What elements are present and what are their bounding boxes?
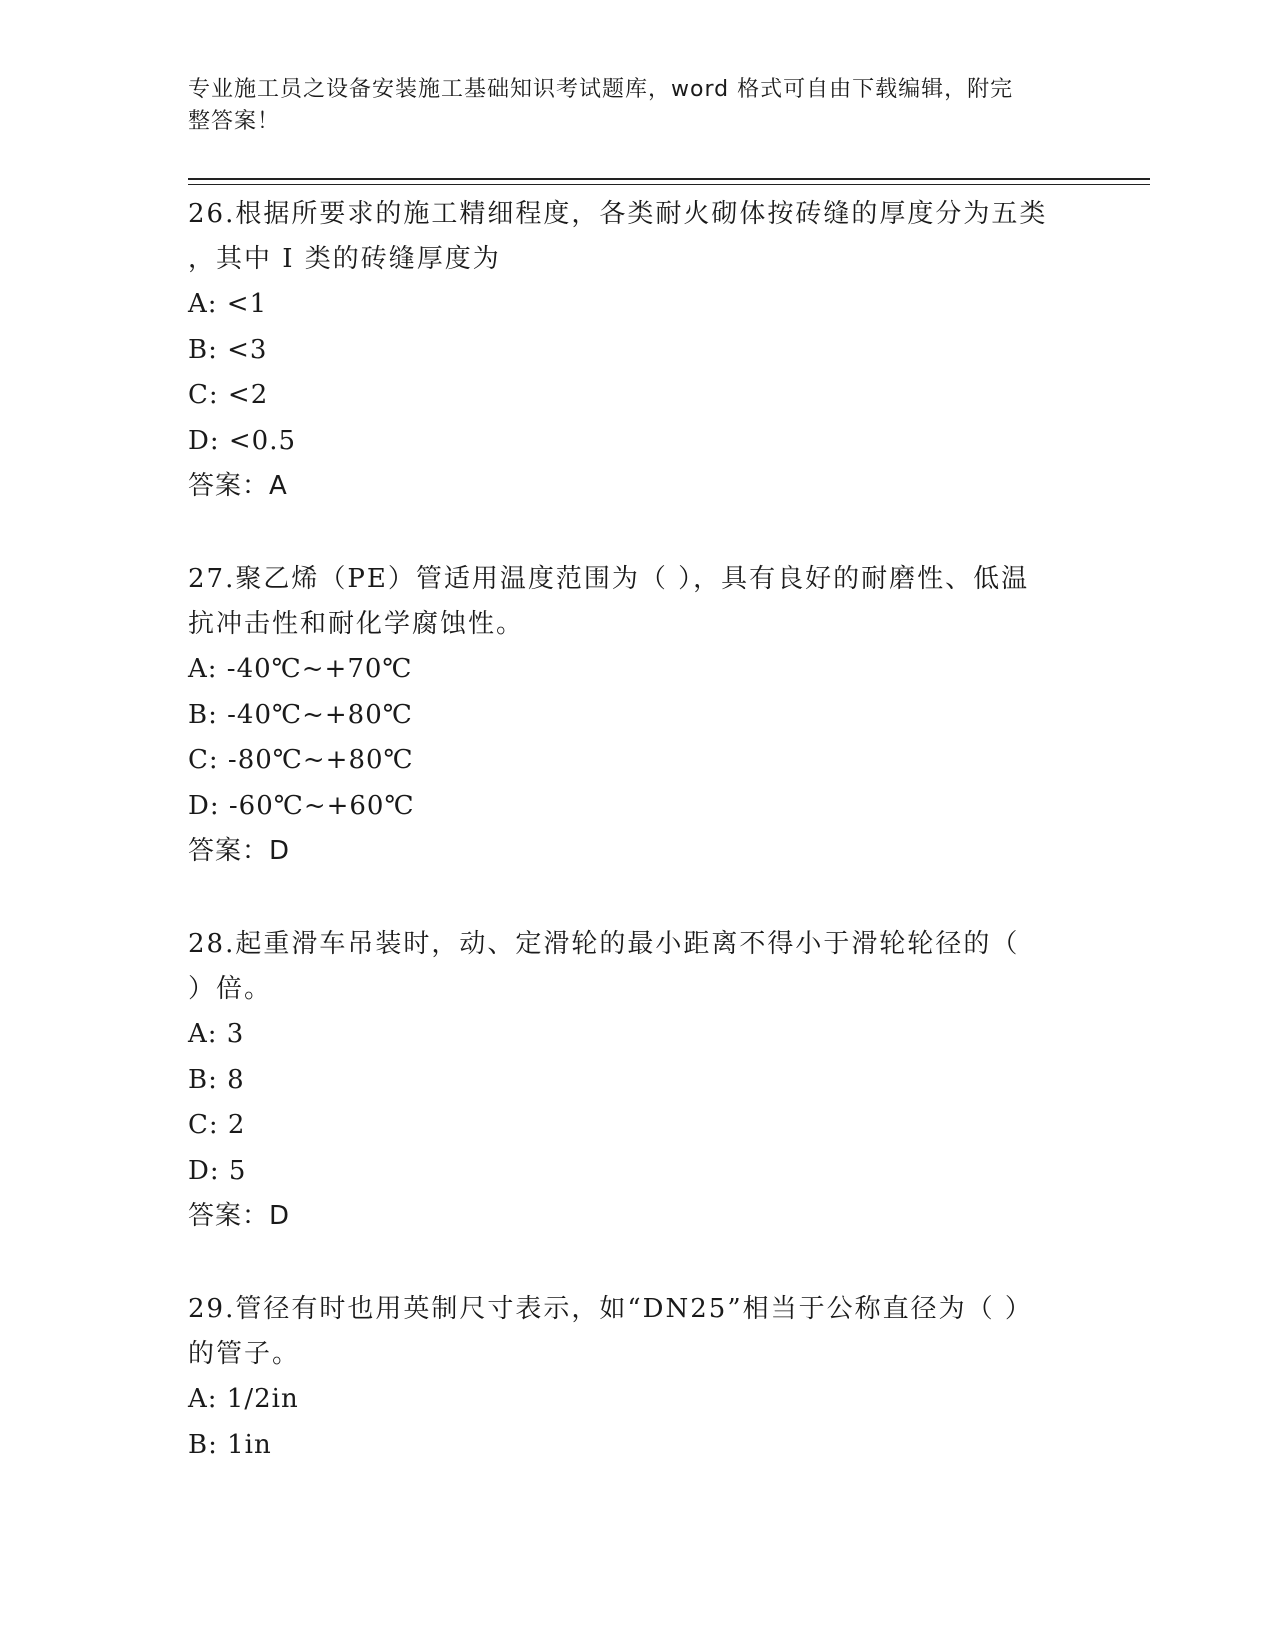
question-stem-line: 26.根据所要求的施工精细程度，各类耐火砌体按砖缝的厚度分为五类 bbox=[188, 199, 1048, 229]
question-stem-line: 29.管径有时也用英制尺寸表示，如“DN25”相当于公称直径为（ ） bbox=[188, 1294, 1033, 1324]
question-stem-line: ）倍。 bbox=[188, 974, 273, 1004]
option-c: C: <2 bbox=[188, 380, 269, 410]
option-c: C: -80℃~+80℃ bbox=[188, 745, 414, 775]
question-26 bbox=[188, 192, 1088, 509]
option-a: A: 1/2in bbox=[188, 1384, 299, 1414]
question-stem-line: ，其中 I 类的砖缝厚度为 bbox=[188, 244, 501, 274]
answer-line: 答案：D bbox=[188, 1201, 291, 1231]
question-stem-line: 27.聚乙烯（PE）管适用温度范围为（ ），具有良好的耐磨性、低温 bbox=[188, 564, 1030, 594]
header-line-2: 整答案！ bbox=[188, 109, 281, 134]
question-list bbox=[188, 192, 1088, 1468]
question-stem-line: 28.起重滑车吊装时，动、定滑轮的最小距离不得小于滑轮轮径的（ bbox=[188, 929, 1020, 959]
question-29 bbox=[188, 1287, 1088, 1468]
answer-line: 答案：A bbox=[188, 471, 288, 501]
answer-line: 答案：D bbox=[188, 836, 291, 866]
question-stem-line: 抗冲击性和耐化学腐蚀性。 bbox=[188, 609, 525, 639]
option-a: A: 3 bbox=[188, 1019, 245, 1049]
option-a: A: -40℃~+70℃ bbox=[188, 654, 413, 684]
option-c: C: 2 bbox=[188, 1110, 246, 1140]
header-line-1: 专业施工员之设备安装施工基础知识考试题库，word 格式可自由下载编辑，附完 bbox=[188, 77, 1014, 102]
option-a: A: <1 bbox=[188, 289, 268, 319]
option-b: B: 8 bbox=[188, 1064, 245, 1095]
header-divider-thin bbox=[188, 184, 1150, 185]
header-divider-thick bbox=[188, 178, 1150, 180]
document-header bbox=[188, 74, 1068, 138]
question-27 bbox=[188, 557, 1088, 874]
option-b: B: 1in bbox=[188, 1429, 272, 1460]
option-b: B: -40℃~+80℃ bbox=[188, 699, 413, 730]
option-d: D: -60℃~+60℃ bbox=[188, 790, 415, 821]
option-d: D: <0.5 bbox=[188, 425, 297, 456]
question-28 bbox=[188, 922, 1088, 1239]
option-d: D: 5 bbox=[188, 1155, 247, 1186]
option-b: B: <3 bbox=[188, 334, 268, 365]
question-stem-line: 的管子。 bbox=[188, 1339, 301, 1369]
